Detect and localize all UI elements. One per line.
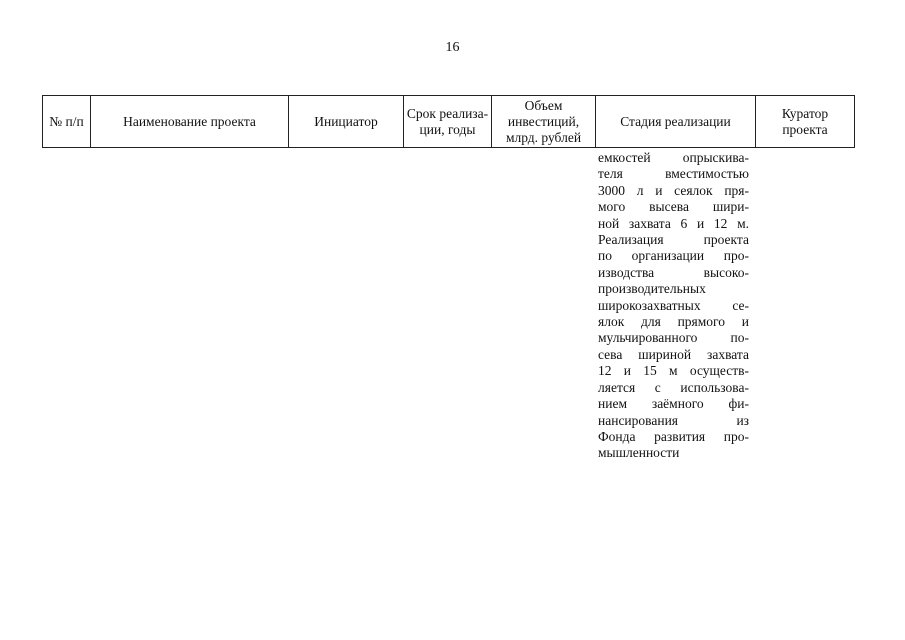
stage-line: нансирования из <box>598 412 749 428</box>
stage-line: сева шириной захвата <box>598 346 749 362</box>
stage-line: мого высева шири- <box>598 199 749 215</box>
header-number: № п/п <box>43 96 91 148</box>
stage-line: ной захвата 6 и 12 м. <box>598 215 749 231</box>
stage-line: мульчированного по- <box>598 330 749 346</box>
stage-line: производительных <box>598 281 706 297</box>
stage-line: теля вместимостью <box>598 166 749 182</box>
header-term: Срок реализа-ции, годы <box>404 96 492 148</box>
stage-line: Реализация проекта <box>598 232 749 248</box>
stage-line: широкозахватных се- <box>598 297 749 313</box>
stage-line: 3000 л и сеялок пря- <box>598 182 749 198</box>
header-row <box>43 96 855 148</box>
header-project-name: Наименование проекта <box>91 96 289 148</box>
stage-line: мышленности <box>598 445 680 461</box>
page-number: 16 <box>445 40 460 55</box>
stage-line: Фонда развития про- <box>598 428 749 444</box>
stage-line: 12 и 15 м осуществ- <box>598 363 749 379</box>
stage-line: ляется с использова- <box>598 379 749 395</box>
projects-table-header <box>42 95 855 148</box>
stage-line: емкостей опрыскива- <box>598 150 749 165</box>
header-curator: Куратор проекта <box>756 96 855 148</box>
stage-description <box>598 150 749 462</box>
header-investment: Объем инвестиций, млрд. рублей <box>492 96 596 148</box>
stage-line: изводства высоко- <box>598 264 749 280</box>
stage-line: нием заёмного фи- <box>598 396 749 412</box>
stage-line: ялок для прямого и <box>598 314 749 330</box>
stage-line: по организации про- <box>598 248 749 264</box>
header-stage: Стадия реализации <box>596 96 756 148</box>
header-initiator: Инициатор <box>289 96 404 148</box>
